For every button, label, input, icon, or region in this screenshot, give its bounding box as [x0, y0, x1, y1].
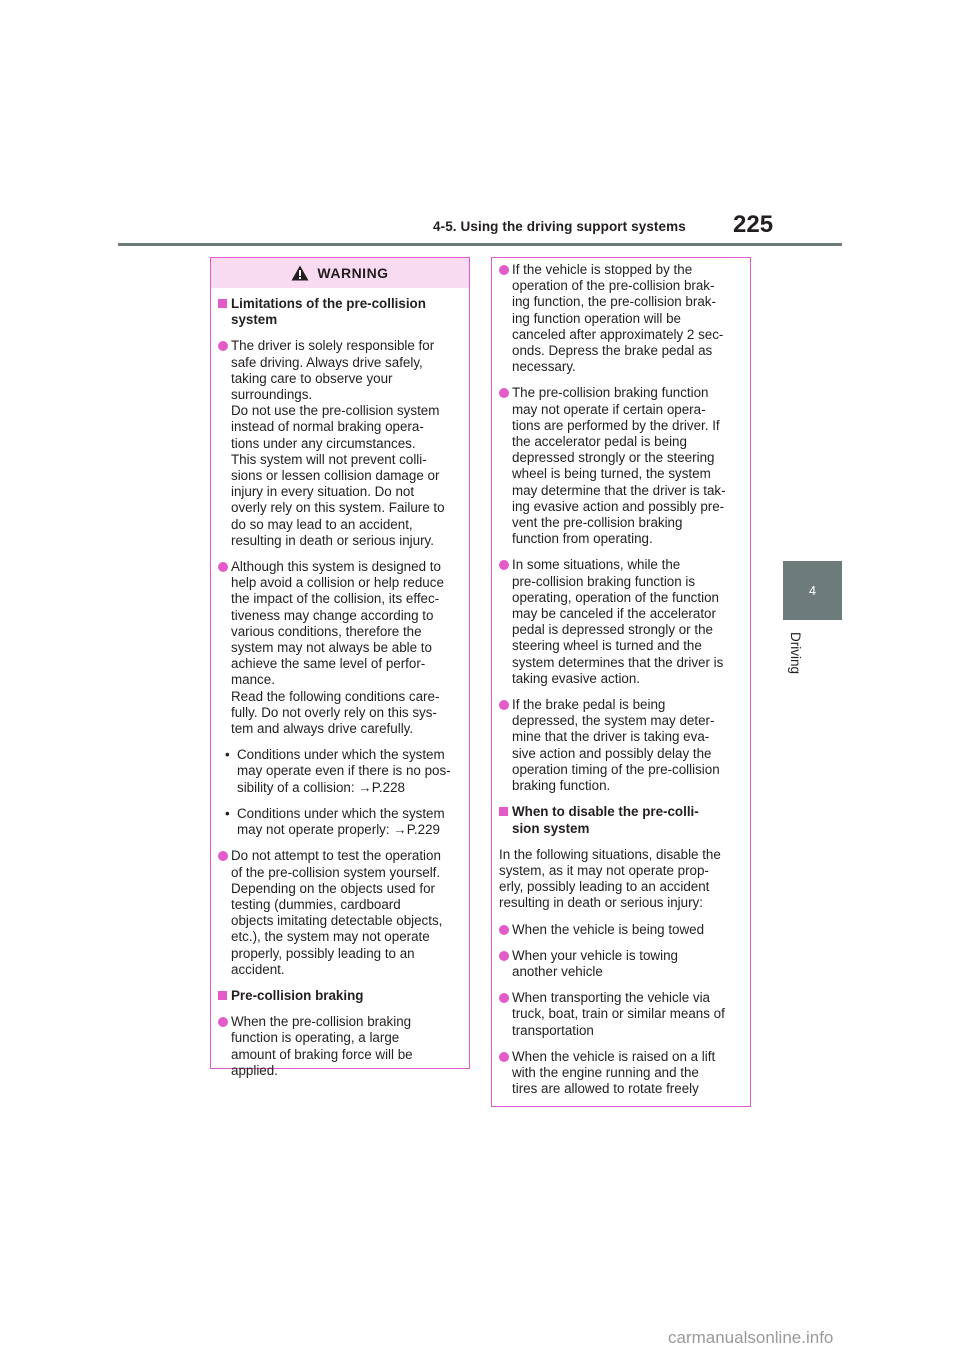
section-title: 4-5. Using the driving support systems	[433, 219, 686, 234]
chapter-label-text: Driving	[788, 632, 803, 675]
text-line: with the engine running and the	[512, 1064, 699, 1080]
text-line: applied.	[231, 1062, 278, 1078]
text-line: The driver is solely responsible for	[231, 338, 435, 354]
text-line: Do not attempt to test the operation	[231, 848, 441, 864]
text-line: may not operate if certain opera-	[512, 401, 706, 417]
text-line: tions are performed by the driver. If	[512, 417, 720, 433]
section-heading	[218, 296, 460, 328]
text-line: ing function, the pre-collision brak-	[512, 294, 716, 310]
text-line: system determines that the driver is	[512, 654, 724, 670]
text-line: of the pre-collision system yourself.	[231, 864, 441, 880]
section-heading	[499, 804, 741, 836]
text-line: Although this system is designed to	[231, 559, 441, 575]
text-line: Limitations of the pre-collision	[231, 296, 426, 311]
text-line: sions or lessen collision damage or	[231, 468, 440, 484]
text-line: the accelerator pedal is being	[512, 434, 687, 450]
text-line: etc.), the system may not operate	[231, 929, 430, 945]
warning-header	[211, 258, 469, 288]
paragraph	[499, 847, 741, 912]
list-item	[218, 1014, 460, 1079]
text-line: vent the pre-collision braking	[512, 515, 683, 531]
text-line: fully. Do not overly rely on this sys-	[231, 704, 437, 720]
text-line: • Conditions under which the system	[237, 747, 445, 763]
text-line: wheel is being turned, the system	[512, 466, 711, 482]
text-line: various conditions, therefore the	[231, 623, 422, 639]
list-item	[218, 747, 460, 796]
warning-box-continued	[491, 257, 751, 1107]
text-line: erly, possibly leading to an accident	[499, 879, 710, 895]
text-line: tiveness may change according to	[231, 607, 434, 623]
text-line: testing (dummies, cardboard	[231, 896, 401, 912]
text-line: taking care to observe your	[231, 370, 393, 386]
text-line: In the following situations, disable the	[499, 846, 721, 862]
text-line: depressed strongly or the steering	[512, 450, 715, 466]
text-line: When the vehicle is being towed	[512, 921, 705, 937]
text-line: When transporting the vehicle via	[512, 990, 710, 1006]
text-line: depressed, the system may deter-	[512, 713, 715, 729]
text-line: braking function.	[512, 778, 611, 794]
text-line: do so may lead to an accident,	[231, 516, 413, 532]
text-line: If the brake pedal is being	[512, 697, 666, 713]
list-item	[499, 385, 741, 547]
text-line: achieve the same level of perfor-	[231, 656, 426, 672]
text-line: ing function operation will be	[512, 310, 681, 326]
text-line: operation of the pre-collision brak-	[512, 278, 715, 294]
warning-title: WARNING	[317, 265, 389, 281]
text-line: function from operating.	[512, 531, 653, 547]
list-item	[499, 557, 741, 687]
chapter-label	[786, 632, 826, 692]
text-line: When your vehicle is towing	[512, 947, 678, 963]
list-item	[499, 948, 741, 980]
text-line: system	[231, 312, 278, 328]
text-line: Do not use the pre-collision system	[231, 403, 440, 419]
list-item	[499, 990, 741, 1039]
text-line: properly, possibly leading to an	[231, 945, 415, 961]
warning-content-continued	[492, 258, 750, 1097]
text-line: another vehicle	[512, 963, 603, 979]
text-line: necessary.	[512, 359, 576, 375]
text-line: Read the following conditions care-	[231, 688, 440, 704]
text-line: resulting in death or serious injury:	[499, 895, 703, 911]
text-line: sive action and possibly delay the	[512, 745, 712, 761]
text-line: taking evasive action.	[512, 670, 641, 686]
warning-box	[210, 257, 470, 1078]
text-line: system may not always be able to	[231, 640, 432, 656]
text-line: pre-collision braking function is	[512, 573, 696, 589]
text-line: resulting in death or serious injury.	[231, 532, 434, 548]
text-line: canceled after approximately 2 sec-	[512, 326, 724, 342]
text-line: operating, operation of the function	[512, 589, 719, 605]
text-line: amount of braking force will be	[231, 1046, 413, 1062]
text-line: When to disable the pre-colli-	[512, 804, 699, 820]
list-item	[218, 338, 460, 549]
list-item	[218, 559, 460, 737]
text-line: onds. Depress the brake pedal as	[512, 343, 713, 359]
text-line: The pre-collision braking function	[512, 385, 709, 401]
text-line: injury in every situation. Do not	[231, 484, 415, 500]
warning-content	[211, 288, 469, 1079]
text-line: • Conditions under which the system	[237, 805, 445, 821]
text-line: tions under any circumstances.	[231, 435, 416, 451]
text-line: accident.	[231, 961, 285, 977]
text-line: function is operating, a large	[231, 1030, 400, 1046]
text-line: may operate even if there is no pos-	[237, 763, 451, 779]
list-item	[218, 848, 460, 978]
text-line: Pre-collision braking	[231, 987, 364, 1003]
text-line: help avoid a collision or help reduce	[231, 575, 444, 591]
text-line: truck, boat, train or similar means of	[512, 1006, 725, 1022]
list-item	[499, 922, 741, 938]
list-item	[218, 806, 460, 838]
text-line: This system will not prevent colli-	[231, 451, 427, 467]
text-line: pedal is depressed strongly or the	[512, 622, 713, 638]
text-line: mance.	[231, 672, 275, 688]
text-line: surroundings.	[231, 387, 313, 403]
text-line: Depending on the objects used for	[231, 880, 435, 896]
text-line: instead of normal braking opera-	[231, 419, 424, 435]
text-line: mine that the driver is taking eva-	[512, 729, 710, 745]
text-line: steering wheel is turned and the	[512, 638, 702, 654]
text-line: may not operate properly: →P.229	[237, 822, 440, 838]
text-line: objects imitating detectable objects,	[231, 913, 443, 929]
text-line: When the vehicle is raised on a lift	[512, 1048, 716, 1064]
list-item	[499, 697, 741, 794]
text-line: If the vehicle is stopped by the	[512, 262, 693, 277]
text-line: system, as it may not operate prop-	[499, 862, 709, 878]
text-line: When the pre-collision braking	[231, 1014, 412, 1030]
text-line: may be canceled if the accelerator	[512, 606, 716, 622]
text-line: overly rely on this system. Failure to	[231, 500, 445, 516]
text-line: transportation	[512, 1022, 594, 1038]
text-line: sibility of a collision: →P.228	[237, 779, 405, 795]
watermark: carmanualsonline.info	[668, 1328, 834, 1347]
text-line: safe driving. Always drive safely,	[231, 354, 423, 370]
text-line: In some situations, while the	[512, 557, 681, 573]
text-line: may determine that the driver is tak-	[512, 482, 726, 498]
text-line: operation timing of the pre-collision	[512, 761, 720, 777]
section-heading	[218, 988, 460, 1004]
page-number: 225	[733, 211, 774, 238]
list-item	[499, 262, 741, 375]
chapter-tab	[783, 561, 842, 620]
text-line: tem and always drive carefully.	[231, 721, 414, 737]
text-line: ing evasive action and possibly pre-	[512, 498, 725, 514]
text-line: sion system	[512, 820, 590, 836]
list-item	[499, 1049, 741, 1098]
text-line: tires are allowed to rotate freely	[512, 1081, 699, 1097]
chapter-number: 4	[808, 583, 817, 598]
warning-triangle-icon	[291, 265, 309, 281]
header-divider	[118, 243, 842, 246]
text-line: the impact of the collision, its effec-	[231, 591, 440, 607]
